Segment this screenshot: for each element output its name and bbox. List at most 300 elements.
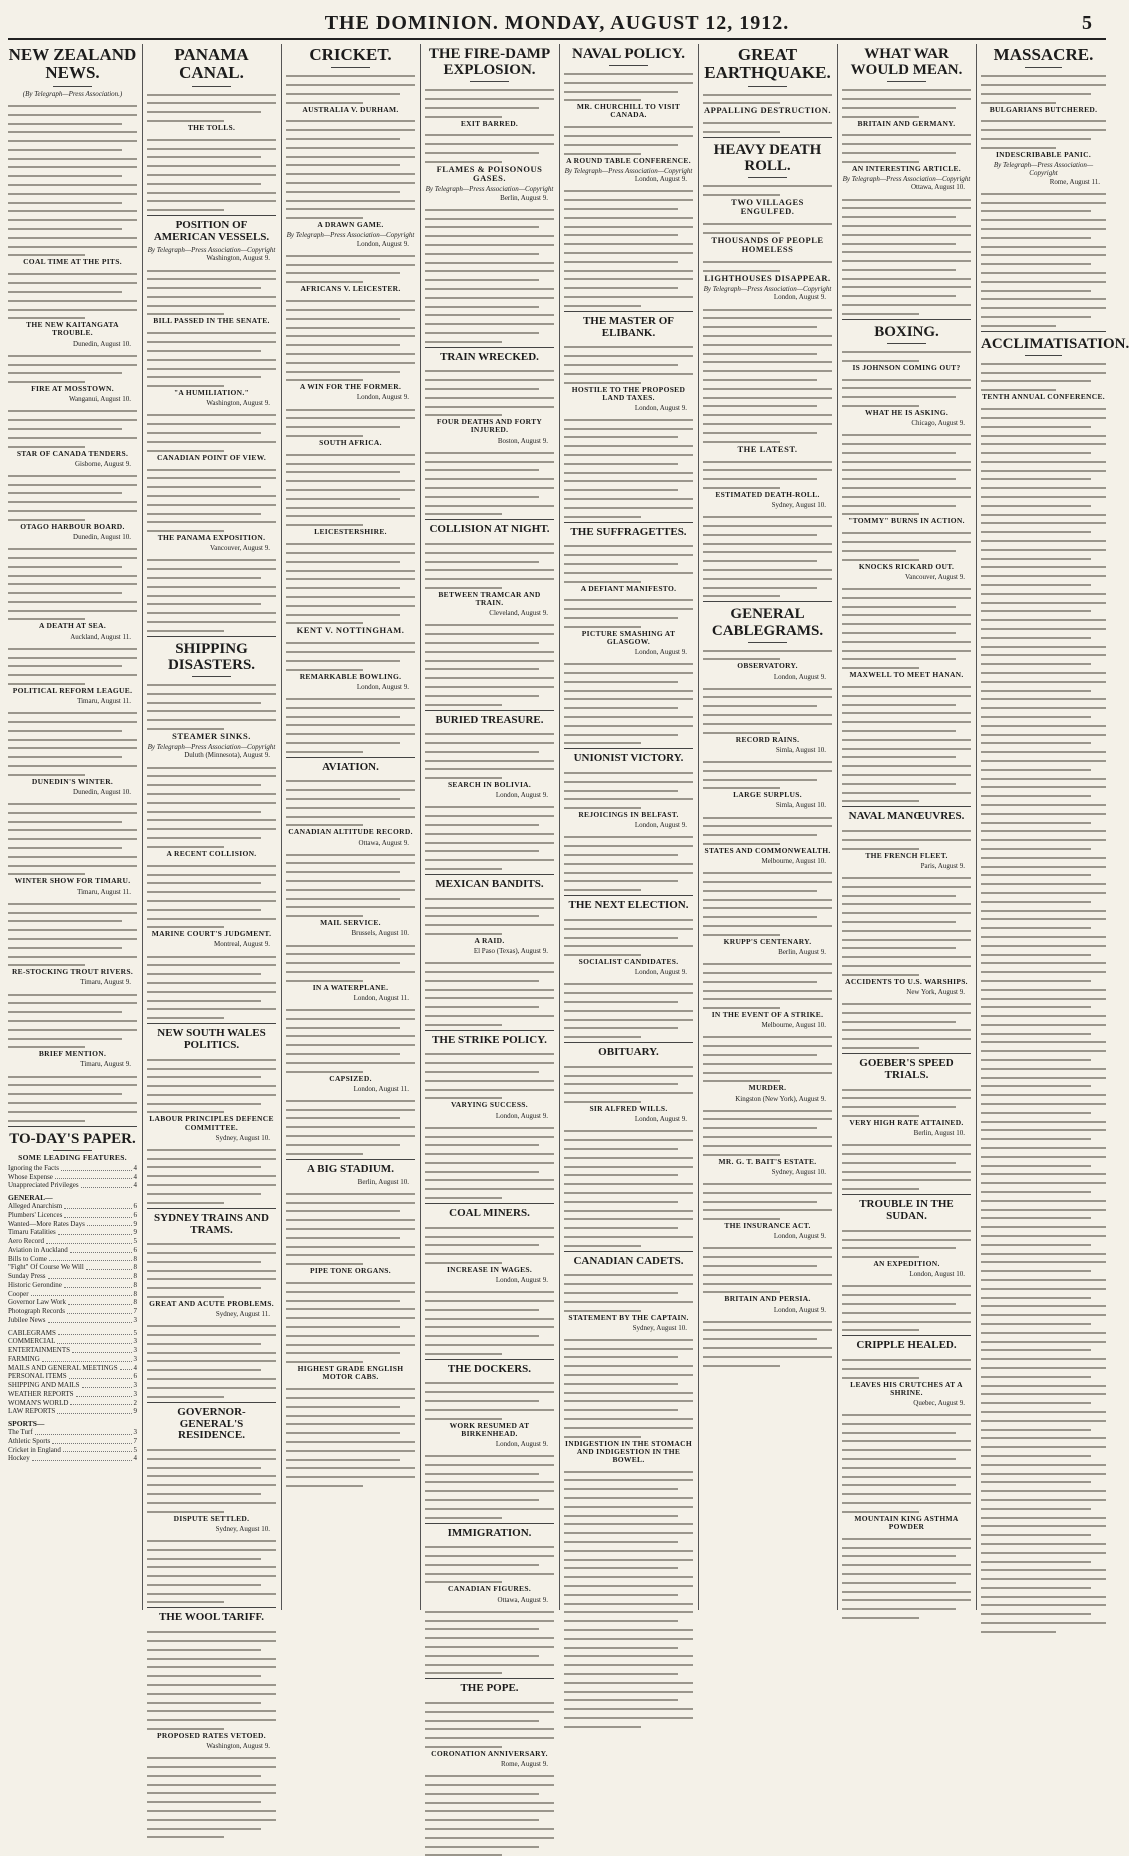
headline-great-earthquake: GREAT EARTHQUAKE. <box>704 45 831 83</box>
text-line <box>8 548 137 550</box>
text-line <box>147 1693 276 1695</box>
text-line <box>147 521 276 523</box>
text-line <box>425 1473 539 1475</box>
text-line <box>703 1201 817 1203</box>
text-line <box>147 1059 276 1061</box>
text-line <box>425 1555 554 1557</box>
index-entry[interactable] <box>8 1329 137 1338</box>
text-line <box>147 828 276 830</box>
article-body-text <box>981 120 1106 148</box>
index-entry[interactable] <box>8 1246 137 1255</box>
text-line <box>703 551 832 553</box>
text-line <box>842 930 971 932</box>
text-line <box>842 774 971 776</box>
text-line <box>425 1728 554 1730</box>
text-line <box>425 806 554 808</box>
text-line <box>981 769 1091 771</box>
index-entry-label: Jubilee News <box>8 1315 46 1324</box>
headline-the-panama-exposition: THE PANAMA EXPOSITION. <box>157 533 266 543</box>
text-line <box>703 232 780 234</box>
text-line <box>981 443 1106 445</box>
text-line <box>286 489 415 491</box>
text-line <box>564 798 693 800</box>
index-entry[interactable] <box>8 1237 137 1246</box>
text-line <box>981 822 1091 824</box>
index-entry-label: SHIPPING AND MAILS <box>8 1381 80 1390</box>
text-line <box>564 226 693 228</box>
text-line <box>147 1601 224 1603</box>
index-sports-heading: SPORTS— <box>8 1419 45 1429</box>
text-line <box>425 235 554 237</box>
headline-states-and-commonwealth: STATES AND COMMONWEALTH. <box>704 846 831 856</box>
text-line <box>564 626 641 628</box>
text-line <box>425 1664 554 1666</box>
text-line <box>564 1092 693 1094</box>
headline-canadian-point-of-view: CANADIAN POINT OF VIEW. <box>157 452 266 462</box>
index-entry[interactable] <box>8 1164 137 1173</box>
article-body-text <box>147 1631 276 1730</box>
article-body-text <box>425 624 554 705</box>
text-line <box>842 877 971 879</box>
index-entry[interactable] <box>8 1220 137 1229</box>
text-line <box>703 1283 832 1285</box>
index-entry[interactable] <box>8 1202 137 1211</box>
headline-krupp-s-centenary: KRUPP'S CENTENARY. <box>723 936 812 946</box>
text-line <box>981 1235 1106 1237</box>
index-entry[interactable] <box>8 1181 137 1190</box>
index-entry[interactable] <box>8 1255 137 1264</box>
text-line <box>842 597 971 599</box>
text-line <box>564 472 693 474</box>
text-line <box>425 1611 554 1613</box>
text-line <box>564 261 678 263</box>
text-line <box>981 202 1106 204</box>
headline-search-in-bolivia: SEARCH IN BOLIVIA. <box>447 780 532 790</box>
text-line <box>981 1050 1106 1052</box>
text-line <box>147 94 276 96</box>
text-line <box>703 881 832 883</box>
text-line <box>8 821 122 823</box>
section-divider <box>425 1203 554 1204</box>
headline-an-expedition: AN EXPEDITION. <box>873 1259 940 1269</box>
text-line <box>842 1440 971 1442</box>
text-line <box>147 486 261 488</box>
dateline: London, August 9. <box>773 1305 826 1314</box>
text-line <box>286 789 415 791</box>
index-entry[interactable] <box>8 1307 137 1316</box>
index-entry[interactable] <box>8 1381 137 1390</box>
headline-rule <box>331 67 370 68</box>
text-line <box>8 583 137 585</box>
text-line <box>981 1305 1106 1307</box>
text-line <box>564 278 693 280</box>
text-line <box>564 1647 678 1649</box>
headline-picture-smashing-at-glasgow: PICTURE SMASHING AT GLASGOW. <box>581 628 676 646</box>
text-line <box>286 507 415 509</box>
text-line <box>564 82 693 84</box>
text-line <box>147 918 276 920</box>
text-line <box>842 623 971 625</box>
text-line <box>981 716 1091 718</box>
dateline: Timaru, August 9. <box>80 1060 131 1069</box>
index-entry[interactable] <box>8 1272 137 1281</box>
text-line <box>147 1467 261 1469</box>
text-line <box>842 1484 956 1486</box>
text-line <box>147 1325 276 1327</box>
text-line <box>286 1344 415 1346</box>
article-body-text <box>8 803 137 875</box>
text-line <box>564 346 693 348</box>
text-line <box>981 408 1106 410</box>
text-line <box>147 287 261 289</box>
headline-rule <box>887 81 926 82</box>
text-line <box>703 834 817 836</box>
index-entry[interactable] <box>8 1263 137 1272</box>
text-line <box>981 1596 1106 1598</box>
text-line <box>981 954 1091 956</box>
article-body-text <box>842 379 971 407</box>
dateline: London, August 9. <box>495 791 548 800</box>
article-body-text <box>564 599 693 627</box>
section-divider <box>564 1042 693 1043</box>
text-line <box>564 1655 693 1657</box>
headline-a-recent-collision: A RECENT COLLISION. <box>166 848 257 858</box>
index-entry[interactable] <box>8 1290 137 1299</box>
text-line <box>286 1423 415 1425</box>
section-divider <box>425 1678 554 1679</box>
article-body-text <box>703 688 832 734</box>
text-line <box>842 1582 956 1584</box>
text-line <box>981 1103 1106 1105</box>
text-line <box>703 353 817 355</box>
text-line <box>981 1587 1091 1589</box>
text-line <box>425 1335 539 1337</box>
text-line <box>564 781 693 783</box>
index-entry[interactable] <box>8 1454 137 1463</box>
text-line <box>8 123 122 125</box>
text-line <box>842 387 971 389</box>
text-line <box>564 135 693 137</box>
text-line <box>703 516 832 518</box>
text-line <box>8 131 137 133</box>
text-line <box>286 524 363 526</box>
dateline: Sydney, August 11. <box>215 1310 270 1319</box>
text-line <box>286 1126 415 1128</box>
text-line <box>286 1018 415 1020</box>
text-line <box>564 1210 693 1212</box>
text-line <box>842 550 956 552</box>
article-body-text <box>425 1053 554 1099</box>
index-entry[interactable] <box>8 1355 137 1364</box>
text-line <box>425 314 554 316</box>
text-line <box>425 1262 502 1264</box>
text-line <box>8 492 122 494</box>
text-line <box>842 1029 971 1031</box>
text-line <box>425 1179 554 1181</box>
text-line <box>981 129 1106 131</box>
text-line <box>981 426 1091 428</box>
text-line <box>8 300 137 302</box>
text-line <box>981 778 1106 780</box>
article-body-text <box>147 1243 276 1298</box>
text-line <box>703 825 832 827</box>
text-line <box>147 270 276 272</box>
text-line <box>564 836 693 838</box>
text-line <box>981 1085 1091 1087</box>
text-line <box>842 1547 971 1549</box>
dateline: Simla, August 10. <box>775 801 826 810</box>
text-line <box>981 290 1091 292</box>
text-line <box>425 1819 539 1821</box>
text-line <box>981 478 1091 480</box>
text-line <box>286 570 415 572</box>
text-line <box>8 739 137 741</box>
text-line <box>981 1006 1091 1008</box>
text-line <box>564 572 693 574</box>
text-line <box>564 1708 693 1710</box>
article-body-text <box>147 1757 276 1838</box>
text-line <box>425 297 554 299</box>
text-line <box>981 272 1106 274</box>
text-line <box>564 91 678 93</box>
text-line <box>703 981 817 983</box>
text-line <box>703 963 832 965</box>
leader-dots <box>68 1298 131 1305</box>
text-line <box>147 192 276 194</box>
dateline: Quebec, August 9. <box>913 1398 965 1407</box>
headline-record-rains: RECORD RAINS. <box>735 734 800 744</box>
index-entry[interactable] <box>8 1316 137 1325</box>
dateline: Simla, August 10. <box>775 745 826 754</box>
text-line <box>147 1458 276 1460</box>
text-line <box>842 1564 971 1566</box>
text-line <box>147 1558 261 1560</box>
article-body-text <box>842 532 971 560</box>
article-body-text <box>425 898 554 935</box>
text-line <box>703 1265 817 1267</box>
text-line <box>842 216 956 218</box>
text-line <box>147 1149 276 1151</box>
text-line <box>564 992 693 994</box>
index-entry[interactable] <box>8 1437 137 1446</box>
text-line <box>147 1792 276 1794</box>
headline-britain-and-persia: BRITAIN AND PERSIA. <box>724 1294 811 1304</box>
leader-dots <box>64 1202 131 1209</box>
text-line <box>286 807 415 809</box>
text-line <box>564 1201 678 1203</box>
text-line <box>842 1321 971 1323</box>
text-line <box>425 633 554 635</box>
index-entry[interactable] <box>8 1446 137 1455</box>
article-body-text <box>147 956 276 1020</box>
text-line <box>981 496 1106 498</box>
text-line <box>981 254 1106 256</box>
text-line <box>147 1008 276 1010</box>
text-line <box>981 1411 1106 1413</box>
section-divider <box>425 710 554 711</box>
text-line <box>703 414 832 416</box>
headline-re-stocking-trout-rivers: RE-STOCKING TROUT RIVERS. <box>11 967 134 977</box>
article-body-text <box>8 273 137 319</box>
dateline: Ottawa, August 10. <box>910 183 965 192</box>
text-line <box>981 1525 1106 1527</box>
article-body-text <box>703 1036 832 1082</box>
text-line <box>981 725 1106 727</box>
index-entry[interactable] <box>8 1372 137 1381</box>
index-entry[interactable] <box>8 1281 137 1290</box>
text-line <box>8 510 137 512</box>
dateline: Dunedin, August 10. <box>73 339 131 348</box>
text-line <box>981 962 1106 964</box>
column-6 <box>699 44 836 1612</box>
index-entry[interactable] <box>8 1228 137 1237</box>
text-line <box>425 651 554 653</box>
text-line <box>842 1089 971 1091</box>
text-line <box>8 873 85 875</box>
index-entry-label: COMMERCIAL <box>8 1337 56 1346</box>
text-line <box>981 1332 1106 1334</box>
text-line <box>8 674 137 676</box>
text-line <box>564 480 693 482</box>
index-entry[interactable] <box>8 1364 137 1373</box>
index-entry[interactable] <box>8 1346 137 1355</box>
text-line <box>564 1183 693 1185</box>
text-line <box>286 1035 415 1037</box>
headline-sydney-trains-and-trams: SYDNEY TRAINS AND TRAMS. <box>154 1211 269 1236</box>
article-body-text <box>286 300 415 381</box>
article-body-text <box>286 75 415 103</box>
dateline: Berlin, August 10. <box>357 1177 409 1186</box>
text-line <box>425 1672 502 1674</box>
text-line <box>286 614 400 616</box>
dateline: Sydney, August 10. <box>215 1133 270 1142</box>
text-line <box>425 1188 554 1190</box>
text-line <box>286 578 415 580</box>
text-line <box>842 1467 971 1469</box>
text-line <box>147 702 261 704</box>
text-line <box>147 209 224 211</box>
text-line <box>8 446 85 448</box>
dateline: Rome, August 11. <box>1049 177 1100 186</box>
article-body-text <box>147 1449 276 1513</box>
text-line <box>147 1775 261 1777</box>
index-entry-label: Whose Expense <box>8 1172 53 1181</box>
headline-acclimatisation: ACCLIMATISATION. <box>981 335 1129 352</box>
text-line <box>981 452 1091 454</box>
text-line <box>286 1476 415 1478</box>
text-line <box>8 381 85 383</box>
text-line <box>564 126 693 128</box>
text-line <box>842 704 956 706</box>
text-line <box>703 779 817 781</box>
dateline: London, August 9. <box>356 393 409 402</box>
text-line <box>147 359 276 361</box>
index-entry-label: Cooper <box>8 1289 29 1298</box>
article-body-text <box>703 223 832 234</box>
text-line <box>8 566 122 568</box>
text-line <box>8 665 122 667</box>
text-line <box>425 989 554 991</box>
text-line <box>286 200 415 202</box>
dateline: London, August 9. <box>634 968 687 977</box>
index-entry[interactable] <box>8 1298 137 1307</box>
index-entry-label: Hockey <box>8 1454 30 1463</box>
leader-dots <box>82 1381 132 1388</box>
text-line <box>842 1591 971 1593</box>
article-body-text <box>703 1183 832 1220</box>
text-line <box>981 325 1056 327</box>
text-line <box>425 1391 554 1393</box>
index-entry-label: Aero Record <box>8 1237 44 1246</box>
text-line <box>981 1604 1106 1606</box>
headline-an-interesting-article: AN INTERESTING ARTICLE. <box>852 163 961 173</box>
headline-dispute-settled: DISPUTE SETTLED. <box>173 1513 250 1523</box>
text-line <box>425 388 539 390</box>
article-body-text <box>842 1538 971 1619</box>
dateline: Sydney, August 10. <box>215 1524 270 1533</box>
headline-a-drawn-game: A DRAWN GAME. <box>317 220 384 230</box>
text-line <box>564 1339 693 1341</box>
text-line <box>425 933 502 935</box>
text-line <box>842 143 971 145</box>
dateline: London, August 9. <box>773 1232 826 1241</box>
leader-dots <box>76 1390 132 1397</box>
index-entry[interactable] <box>8 1337 137 1346</box>
text-line <box>425 1400 539 1402</box>
article-body-text <box>703 817 832 845</box>
index-entry[interactable] <box>8 1399 137 1408</box>
text-line <box>981 830 1106 832</box>
index-entry[interactable] <box>8 1390 137 1399</box>
text-line <box>286 1202 415 1204</box>
text-line <box>425 677 554 679</box>
section-divider <box>425 347 554 348</box>
index-entry[interactable] <box>8 1428 137 1437</box>
text-line <box>147 1369 261 1371</box>
text-line <box>981 1376 1091 1378</box>
byline: By Telegraph—Press Association—Copyright <box>842 174 971 183</box>
text-line <box>425 505 554 507</box>
text-line <box>703 185 832 187</box>
text-line <box>147 432 261 434</box>
text-line <box>425 1136 554 1138</box>
column-separator <box>837 44 838 1610</box>
text-line <box>147 603 261 605</box>
text-line <box>147 1278 276 1280</box>
section-divider <box>425 519 554 520</box>
article-body-text <box>286 642 415 670</box>
text-line <box>842 405 919 407</box>
text-line <box>425 218 554 220</box>
text-line <box>564 428 693 430</box>
text-line <box>147 313 224 315</box>
index-entry-page: 7 <box>133 1436 137 1445</box>
index-entry[interactable] <box>8 1173 137 1182</box>
text-line <box>703 261 832 263</box>
text-line <box>981 1261 1106 1263</box>
text-line <box>425 1236 554 1238</box>
text-line <box>703 1218 780 1220</box>
index-entry[interactable] <box>8 1211 137 1220</box>
text-line <box>564 1392 693 1394</box>
headline-rule <box>470 81 509 82</box>
text-line <box>842 532 971 534</box>
article-body-text <box>286 1193 415 1265</box>
text-line <box>564 707 678 709</box>
index-entry[interactable] <box>8 1407 137 1416</box>
text-line <box>425 478 554 480</box>
leader-dots <box>72 1346 131 1353</box>
